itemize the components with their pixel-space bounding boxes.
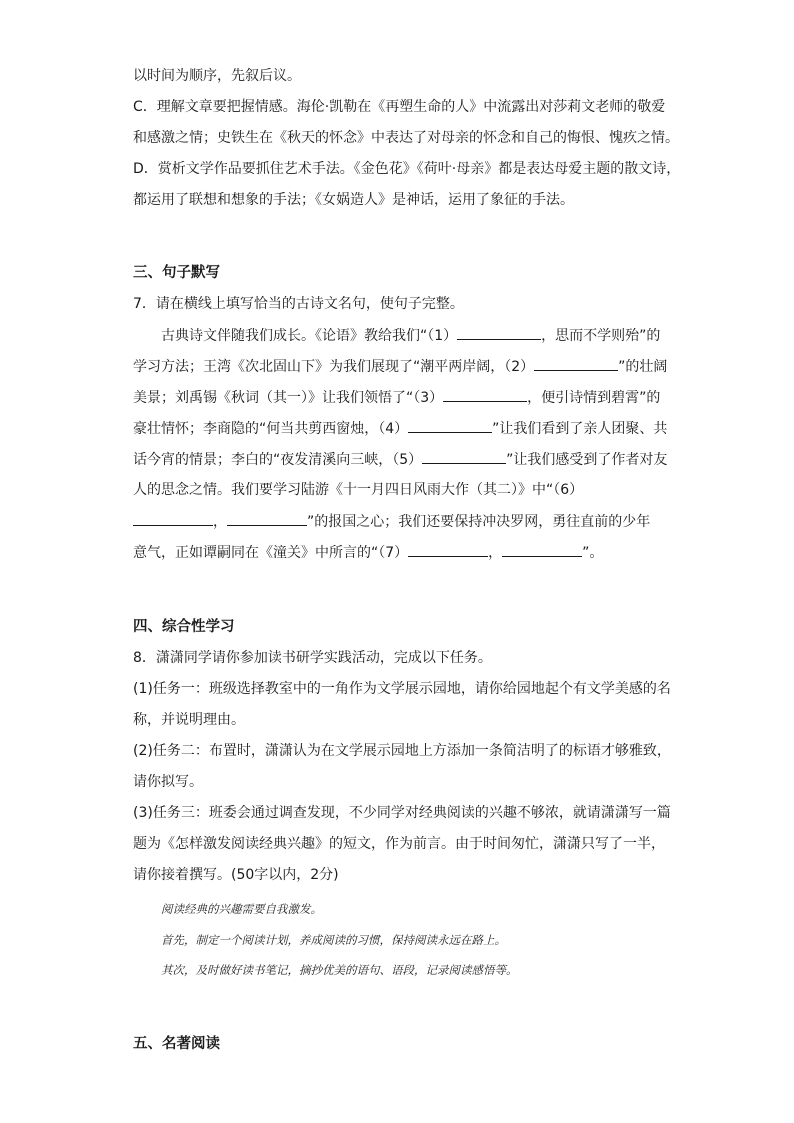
text-segment: ， bbox=[488, 545, 503, 561]
blank-6a[interactable] bbox=[133, 511, 213, 526]
fill-line-3 bbox=[133, 387, 660, 408]
question-7-title: 7．请在横线上填写恰当的古诗文名句，使句子完整。 bbox=[133, 296, 464, 312]
blank-6b[interactable] bbox=[227, 511, 307, 526]
fill-line-8 bbox=[133, 542, 603, 563]
text-segment: ”让我们看到了亲人团聚、共 bbox=[492, 421, 668, 437]
option-c-line2: 和感激之情；史铁生在《秋天的怀念》中表达了对母亲的怀念和自己的悔恨、愧疚之情。 bbox=[133, 130, 679, 146]
text-segment: ”的报国之心；我们还要保持冲决罗网，勇往直前的少年 bbox=[307, 514, 651, 530]
option-d-line2: 都运用了联想和想象的手法；《女娲造人》是神话，运用了象征的手法。 bbox=[133, 192, 574, 208]
fill-line-5 bbox=[133, 449, 667, 470]
blank-4[interactable] bbox=[408, 418, 492, 433]
task-1-line2: 称，并说明理由。 bbox=[133, 712, 245, 728]
text-segment: ， bbox=[213, 514, 227, 530]
option-d-line1: D．赏析文学作品要抓住艺术手法。《金色花》《荷叶·母亲》都是表达母爱主题的散文诗， bbox=[133, 161, 681, 177]
handwritten-line-3: 其次，及时做好读书笔记，摘抄优美的语句、语段，记录阅读感悟等。 bbox=[161, 963, 518, 977]
blank-5[interactable] bbox=[422, 449, 506, 464]
question-8-title: 8．潇潇同学请你参加读书研学实践活动，完成以下任务。 bbox=[133, 650, 492, 666]
blank-7a[interactable] bbox=[408, 542, 488, 557]
fill-line-1 bbox=[161, 325, 660, 346]
option-c-line1: C．理解文章要把握情感。海伦·凯勒在《再塑生命的人》中流露出对莎莉文老师的敬爱 bbox=[133, 99, 666, 115]
text-segment: 豪壮情怀；李商隐的“何当共剪西窗烛，（4） bbox=[133, 421, 409, 437]
fill-line-7 bbox=[133, 511, 650, 532]
fill-line-6: 人的思念之情。我们要学习陆游《十一月四日风雨大作（其二）》中“（6） bbox=[133, 482, 584, 498]
text-segment: ”让我们感受到了作者对友 bbox=[506, 452, 668, 468]
fill-line-4 bbox=[133, 418, 667, 439]
blank-7b[interactable] bbox=[502, 542, 582, 557]
blank-3[interactable] bbox=[443, 387, 527, 402]
task-2-line2: 请你拟写。 bbox=[133, 774, 203, 790]
blank-1[interactable] bbox=[457, 325, 541, 340]
task-3-line2: 题为《怎样激发阅读经典兴趣》的短文，作为前言。由于时间匆忙，潇潇只写了一半， bbox=[133, 836, 665, 852]
section-heading-3: 三、句子默写 bbox=[133, 265, 220, 281]
handwritten-line-1: 阅读经典的兴趣需要自我激发。 bbox=[161, 902, 322, 916]
text-segment: ，便引诗情到碧霄”的 bbox=[527, 390, 661, 406]
text-segment: 学习方法；王湾《次北固山下》为我们展现了“潮平两岸阔，（2） bbox=[133, 359, 535, 375]
text-segment: ”。 bbox=[582, 545, 604, 561]
handwritten-line-2: 首先，制定一个阅读计划，养成阅读的习惯，保持阅读永远在路上。 bbox=[161, 933, 506, 947]
task-2-line1: (2)任务二：布置时，潇潇认为在文学展示园地上方添加一条简洁明了的标语才够雅致， bbox=[133, 743, 671, 759]
task-3-line1: (3)任务三：班委会通过调查发现，不少同学对经典阅读的兴趣不够浓，就请潇潇写一篇 bbox=[133, 805, 671, 821]
text-segment: ，思而不学则殆”的 bbox=[541, 328, 661, 344]
section-heading-4: 四、综合性学习 bbox=[133, 619, 235, 635]
option-b-tail: 以时间为顺序，先叙后议。 bbox=[133, 68, 301, 84]
text-segment: 话今宵的情景；李白的“夜发清溪向三峡，（5） bbox=[133, 452, 423, 468]
blank-2[interactable] bbox=[534, 356, 618, 371]
section-heading-5: 五、名著阅读 bbox=[133, 1036, 220, 1052]
text-segment: 美景；刘禹锡《秋词（其一）》让我们领悟了“（3） bbox=[133, 390, 444, 406]
task-3-line3: 请你接着撰写。(50字以内，2分) bbox=[133, 867, 339, 883]
text-segment: 意气，正如谭嗣同在《潼关》中所言的“（7） bbox=[133, 545, 409, 561]
task-1-line1: (1)任务一：班级选择教室中的一角作为文学展示园地，请你给园地起个有文学美感的名 bbox=[133, 681, 671, 697]
text-segment: ”的壮阔 bbox=[618, 359, 668, 375]
text-segment: 古典诗文伴随我们成长。《论语》教给我们“（1） bbox=[161, 328, 458, 344]
fill-line-2 bbox=[133, 356, 667, 377]
